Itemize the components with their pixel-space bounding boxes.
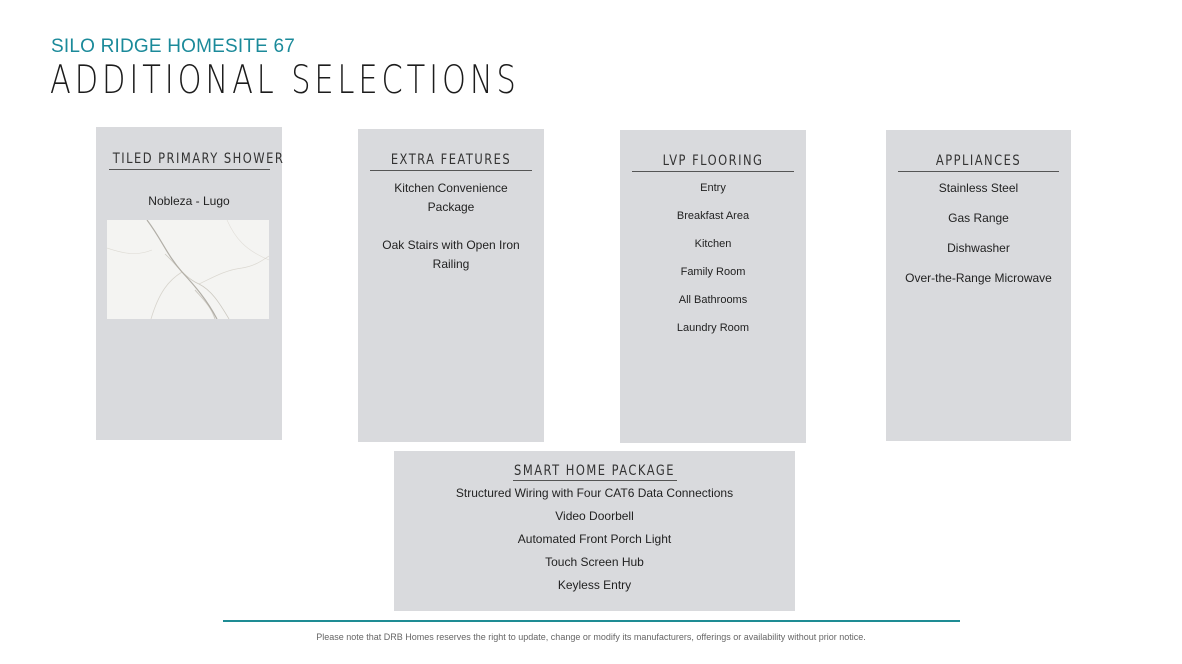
lvp-item: Entry — [700, 182, 726, 194]
card-divider — [109, 169, 270, 170]
card-divider — [632, 171, 794, 172]
marble-tile-swatch — [107, 220, 269, 319]
smart-item: Automated Front Porch Light — [517, 532, 672, 546]
footer-divider — [223, 620, 960, 622]
card-divider — [370, 170, 532, 171]
lvp-item: Kitchen — [694, 238, 732, 250]
extra-item: Oak Stairs with Open Iron Railing — [382, 238, 520, 271]
lvp-item: Breakfast Area — [676, 210, 750, 222]
shower-selection: Nobleza - Lugo — [148, 194, 230, 208]
card-title-lvp: LVP FLOORING — [662, 153, 764, 169]
card-title-smart: SMART HOME PACKAGE — [514, 463, 675, 479]
card-title-extra: EXTRA FEATURES — [390, 152, 512, 168]
lvp-item: All Bathrooms — [678, 294, 748, 306]
page-subtitle: SILO RIDGE HOMESITE 67 — [51, 36, 296, 57]
extra-item: Kitchen Convenience Package — [394, 181, 508, 214]
smart-item: Video Doorbell — [555, 509, 634, 523]
appliance-item: Dishwasher — [947, 241, 1010, 255]
card-appliances — [886, 130, 1071, 441]
card-extra-features — [358, 129, 544, 442]
smart-item: Touch Screen Hub — [545, 555, 644, 569]
lvp-item: Family Room — [680, 266, 746, 278]
card-smart-home-package — [394, 451, 795, 611]
footer-disclaimer: Please note that DRB Homes reserves the right to update, change or modify its manufacturers, offerings or availability without prior notice. — [316, 632, 866, 642]
page-title: ADDITIONAL SELECTIONS — [50, 58, 520, 103]
appliance-item: Stainless Steel — [938, 181, 1019, 195]
smart-item: Structured Wiring with Four CAT6 Data Connections — [455, 486, 734, 500]
smart-item: Keyless Entry — [557, 578, 632, 592]
card-lvp-flooring — [620, 130, 806, 443]
appliance-item: Over-the-Range Microwave — [905, 271, 1052, 285]
card-tiled-primary-shower — [96, 127, 285, 440]
lvp-item: Laundry Room — [676, 322, 750, 334]
card-divider — [898, 171, 1059, 172]
card-title-appliances: APPLIANCES — [935, 153, 1022, 169]
appliance-item: Gas Range — [948, 211, 1009, 225]
card-divider — [513, 480, 677, 481]
card-title-shower: TILED PRIMARY SHOWER — [112, 151, 285, 167]
